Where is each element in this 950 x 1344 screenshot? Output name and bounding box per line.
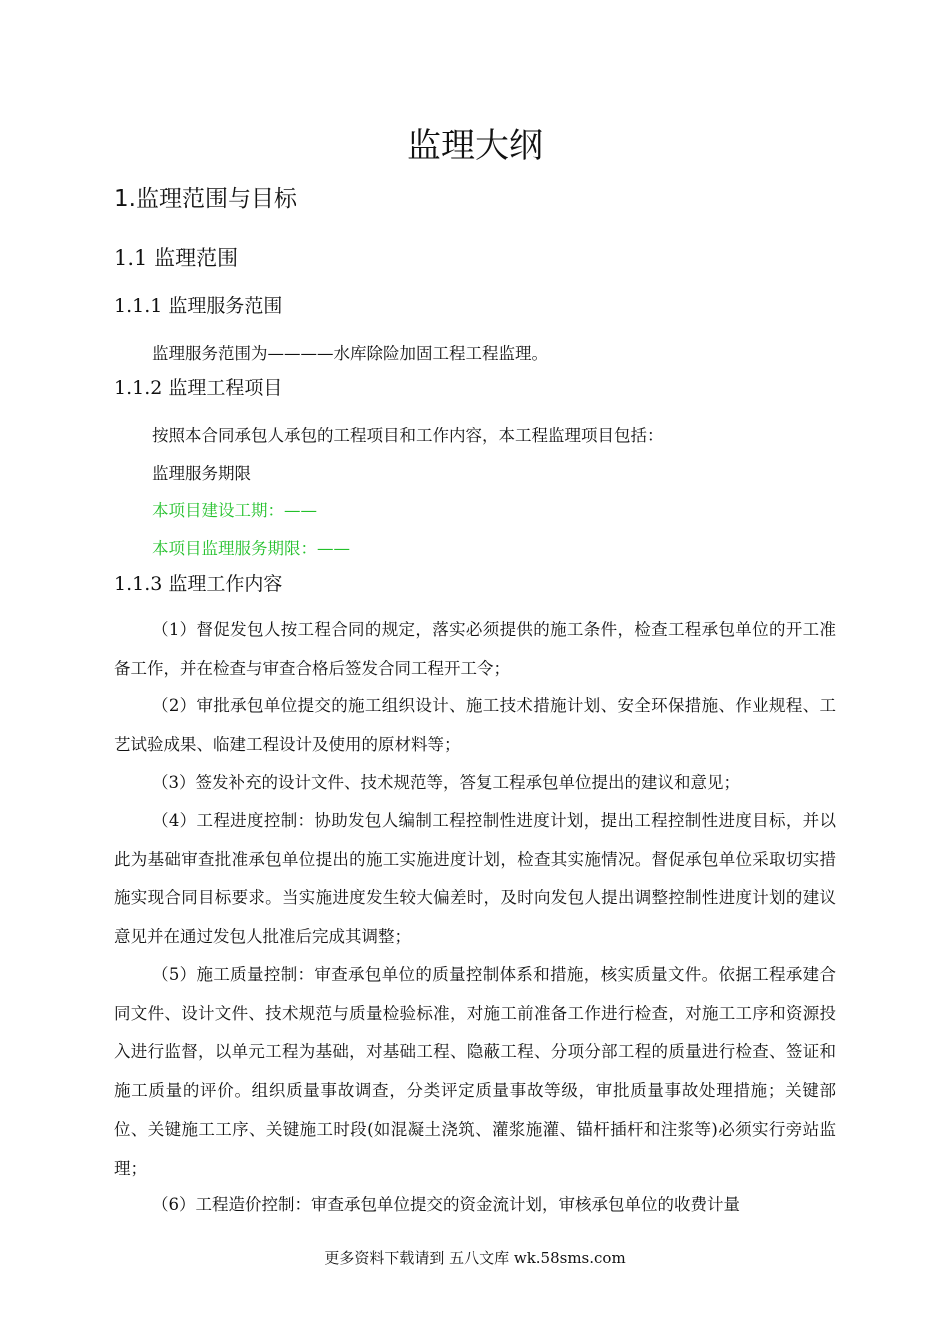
supervision-period: 本项目监理服务期限：—— xyxy=(152,539,350,558)
section-heading-1-1: 1.1 监理范围 xyxy=(114,246,239,270)
paragraph-5: （5）施工质量控制：审查承包单位的质量控制体系和措施，核实质量文件。依据工程承建合同文件、设计文件、技术规范与质量检验标准，对施工前准备工作进行检查，对施工工序和资源投入进行监督，以单元工程为基础，对基础工程、隐蔽工程、分项分部工程的质量进行检查、签证和施工质量的评价。组织质量事故调查，分类评定质量事故等级，审批质量事故处理措施；关键部位、关键施工工序、关键施工时段(如混凝土浇筑、灌浆施灌、锚杆插杆和注浆等)必须实行旁站监理； xyxy=(114,965,836,1178)
paragraph-6: （6）工程造价控制：审查承包单位提交的资金流计划，审核承包单位的收费计量 xyxy=(152,1195,740,1214)
service-period-label: 监理服务期限 xyxy=(152,464,251,483)
page-footer: 更多资料下载请到 五八文库 wk.58sms.com xyxy=(324,1249,626,1267)
items-text: 按照本合同承包人承包的工程项目和工作内容，本工程监理项目包括： xyxy=(152,426,664,445)
section-heading-1: 1.监理范围与目标 xyxy=(114,186,297,212)
construction-period: 本项目建设工期：—— xyxy=(152,501,317,520)
document-title: 监理大纲 xyxy=(407,126,543,166)
section-heading-1-1-1: 1.1.1 监理服务范围 xyxy=(114,295,283,317)
paragraph-1: （1）督促发包人按工程合同的规定，落实必须提供的施工条件，检查工程承包单位的开工准备工作，并在检查与审查合格后签发合同工程开工令； xyxy=(114,620,836,678)
paragraph-2: （2）审批承包单位提交的施工组织设计、施工技术措施计划、安全环保措施、作业规程、工艺试验成果、临建工程设计及使用的原材料等； xyxy=(114,696,836,754)
scope-text: 监理服务范围为————水库除险加固工程工程监理。 xyxy=(152,344,548,363)
paragraph-3: （3）签发补充的设计文件、技术规范等，答复工程承包单位提出的建议和意见； xyxy=(152,773,740,792)
section-heading-1-1-3: 1.1.3 监理工作内容 xyxy=(114,573,283,595)
paragraph-4: （4）工程进度控制：协助发包人编制工程控制性进度计划，提出工程控制性进度目标，并以此为基础审查批准承包单位提出的施工实施进度计划，检查其实施情况。督促承包单位采取切实措施实现合同目标要求。当实施进度发生较大偏差时，及时向发包人提出调整控制性进度计划的建议意见并在通过发包人批准后完成其调整； xyxy=(114,811,836,947)
section-heading-1-1-2: 1.1.2 监理工程项目 xyxy=(114,377,283,399)
